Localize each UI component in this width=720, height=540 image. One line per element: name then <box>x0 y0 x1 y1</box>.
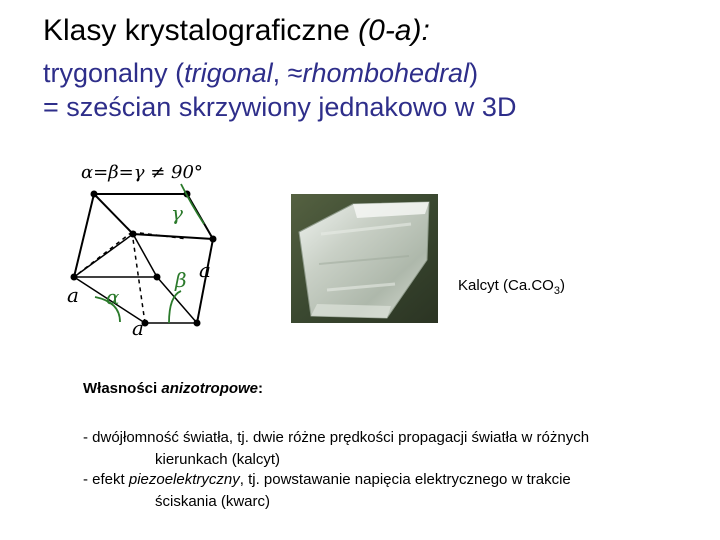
angle-condition-label: α=β=γ ≠ 90° <box>81 162 203 183</box>
top-face <box>94 194 213 239</box>
heading-suffix: : <box>258 380 264 397</box>
rhombohedral-cell-diagram <box>62 150 252 340</box>
cell-vertices <box>71 191 217 327</box>
photo-caption <box>458 277 565 297</box>
subtitle-rhombohedral: rhombohedral <box>302 58 470 88</box>
heading-italic: anizotropowe <box>161 380 259 397</box>
vertex <box>154 274 161 281</box>
vertex <box>130 231 137 238</box>
caption-prefix: Kalcyt (Ca.CO <box>458 277 554 294</box>
slide-title-main: Klasy krystalograficzne <box>43 14 350 47</box>
vertex <box>194 320 201 327</box>
property-continuation: kierunkach (kalcyt) <box>155 451 281 468</box>
beta-arc <box>169 291 181 323</box>
calcite-crystal-image <box>291 194 438 323</box>
vertex <box>71 274 78 281</box>
subtitle-trigonal: trigonal <box>184 58 273 88</box>
property-italic-term: piezoelektryczny <box>128 471 240 488</box>
vertex <box>210 236 217 243</box>
slide-subtitle <box>43 56 516 124</box>
subtitle-line-2: = sześcian skrzywiony jednakowo w 3D <box>43 92 517 122</box>
edge-label-left: a <box>67 283 79 307</box>
cell-edges <box>74 194 213 323</box>
property-prefix: - efekt <box>83 471 129 488</box>
property-piezoelectric <box>83 469 571 513</box>
gamma-label: γ <box>171 201 183 225</box>
subtitle-suffix: ) <box>469 58 479 88</box>
edge-inner-tilted <box>133 234 157 277</box>
property-continuation: ściskania (kwarc) <box>155 493 271 510</box>
edge-label-right: a <box>199 258 211 282</box>
properties-heading <box>83 380 263 397</box>
property-line: - dwójłomność światła, tj. dwie różne prędkości propagacji światła w różnych <box>83 429 590 446</box>
property-line <box>83 471 571 488</box>
alpha-label: α <box>106 285 120 309</box>
edge-label-bottom: a <box>132 316 144 340</box>
property-suffix: , tj. powstawanie napięcia elektrycznego w trakcie <box>239 471 571 488</box>
gamma-arc <box>181 184 204 224</box>
caption-subscript: 3 <box>553 285 560 297</box>
caption-suffix: ) <box>559 277 565 294</box>
beta-label: β <box>175 268 187 292</box>
heading-prefix: Własności <box>83 380 162 397</box>
slide-title <box>43 12 430 50</box>
subtitle-line-1 <box>43 56 516 90</box>
property-birefringence <box>83 427 589 471</box>
subtitle-prefix: trygonalny ( <box>43 58 185 88</box>
slide-title-italic: (0-a): <box>358 14 430 47</box>
vertex <box>91 191 98 198</box>
calcite-crystal-photo <box>291 194 438 323</box>
subtitle-separator: , ≈ <box>272 58 303 88</box>
